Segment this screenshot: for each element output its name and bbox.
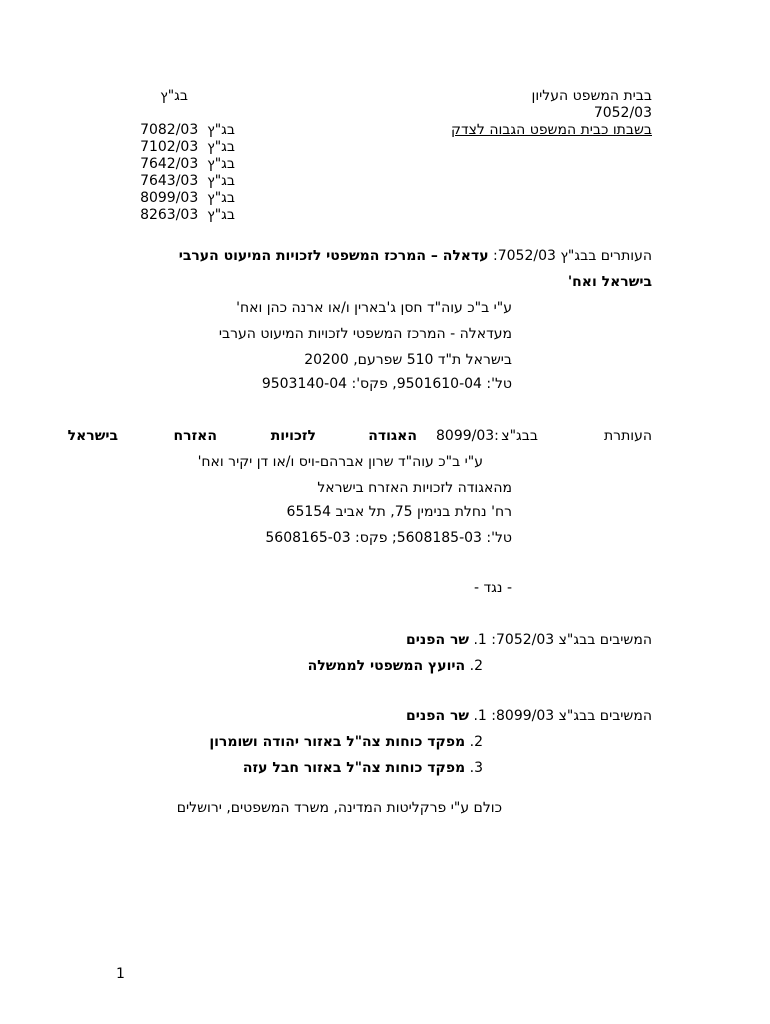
bagatz-label: בג"ץ bbox=[160, 88, 188, 104]
petitioners-2-phone: טל': 5608185-03; פקס: 5608165-03 bbox=[265, 530, 512, 546]
related-case-number: 7082/03 bbox=[140, 122, 199, 138]
petitioners-1-org-cont: בישראל ואח' bbox=[567, 274, 652, 290]
petitioners-2-label: העותרת bbox=[603, 428, 652, 444]
petitioners-1-counsel: ע"י ב"כ עוה"ד חסן ג'בארין ו/או ארנה כהן ואח' bbox=[236, 300, 512, 316]
respondents-2-heading bbox=[406, 708, 652, 725]
petitioners-2-org-word: האגודה bbox=[368, 428, 417, 444]
versus-separator: - נגד - bbox=[473, 580, 512, 596]
respondents-2-item-3-num: 3. bbox=[465, 760, 483, 776]
related-case-number: 8263/03 bbox=[140, 207, 199, 223]
respondents-2-item-2-num: 2. bbox=[465, 734, 483, 750]
related-case-label: בג"ץ bbox=[207, 156, 235, 172]
respondents-1-item-2-num: 2. bbox=[465, 658, 483, 674]
related-case-label: בג"ץ bbox=[207, 139, 235, 155]
petitioners-2-from: מהאגודה לזכויות האזרח בישראל bbox=[317, 480, 512, 496]
petitioners-2-org-word: לזכויות bbox=[270, 428, 316, 444]
petitioners-1-phone: טל': 9501610-04, פקס': 9503140-04 bbox=[261, 376, 512, 392]
respondents-2-prefix: המשיבים בבג"צ 8099/03: 1. bbox=[469, 708, 652, 724]
respondents-1-heading bbox=[406, 632, 652, 649]
respondents-1-item-1: שר הפנים bbox=[406, 632, 469, 648]
petitioners-2-org-word: בישראל bbox=[67, 428, 118, 444]
related-case bbox=[140, 190, 235, 207]
petitioners-2-address: רח' נחלת בנימין 75, תל אביב 65154 bbox=[286, 504, 512, 520]
related-case bbox=[140, 156, 235, 173]
related-case-label: בג"ץ bbox=[207, 207, 235, 223]
related-case-number: 7102/03 bbox=[140, 139, 199, 155]
related-case bbox=[140, 207, 235, 224]
court-capacity: בשבתו כבית המשפט הגבוה לצדק bbox=[451, 122, 652, 138]
related-case-label: בג"ץ bbox=[207, 190, 235, 206]
related-case-number: 7643/03 bbox=[140, 173, 199, 189]
respondents-1-item-2 bbox=[308, 658, 483, 675]
related-case bbox=[140, 173, 235, 190]
petitioners-1-address: בישראל ת"ד 510 שפרעם, 20200 bbox=[304, 352, 512, 368]
petitioners-1-heading bbox=[179, 248, 652, 265]
case-number: 7052/03 bbox=[593, 105, 652, 121]
related-case-number: 7642/03 bbox=[140, 156, 199, 172]
related-case-label: בג"ץ bbox=[207, 122, 235, 138]
respondents-2-item-3 bbox=[243, 760, 483, 777]
respondents-2-item-2 bbox=[209, 734, 483, 751]
petitioners-1-prefix: העותרים בבג"ץ 7052/03: bbox=[488, 248, 652, 264]
respondents-2-item-2-text: מפקד כוחות צה"ל באזור יהודה ושומרון bbox=[209, 734, 466, 750]
represented-by: כולם ע"י פרקליטות המדינה, משרד המשפטים, ירושלים bbox=[176, 800, 502, 816]
petitioners-2-org-word: האזרח bbox=[173, 428, 217, 444]
respondents-1-item-2-text: היועץ המשפטי לממשלה bbox=[307, 658, 466, 674]
petitioners-1-from: מעדאלה - המרכז המשפטי לזכויות המיעוט הערבי bbox=[218, 326, 512, 342]
related-case bbox=[140, 122, 235, 139]
related-case bbox=[140, 139, 235, 156]
petitioners-1-org: עדאלה – המרכז המשפטי לזכויות המיעוט הערבי bbox=[178, 248, 489, 264]
court-name: בבית המשפט העליון bbox=[531, 88, 652, 104]
respondents-2-item-1: שר הפנים bbox=[406, 708, 469, 724]
petitioners-2-number: 8099/03: bbox=[436, 428, 499, 444]
respondents-1-prefix: המשיבים בבג"צ 7052/03: 1. bbox=[469, 632, 652, 648]
related-case-label: בג"ץ bbox=[207, 173, 235, 189]
petitioners-2-counsel: ע"י ב"כ עוה"ד שרון אברהם-ויס ו/או דן יקיר ואח' bbox=[197, 454, 483, 470]
petitioners-2-case: בבג"צ bbox=[501, 428, 538, 444]
page-number: 1 bbox=[116, 966, 125, 982]
respondents-2-item-3-text: מפקד כוחות צה"ל באזור חבל עזה bbox=[242, 760, 466, 776]
related-case-number: 8099/03 bbox=[140, 190, 199, 206]
